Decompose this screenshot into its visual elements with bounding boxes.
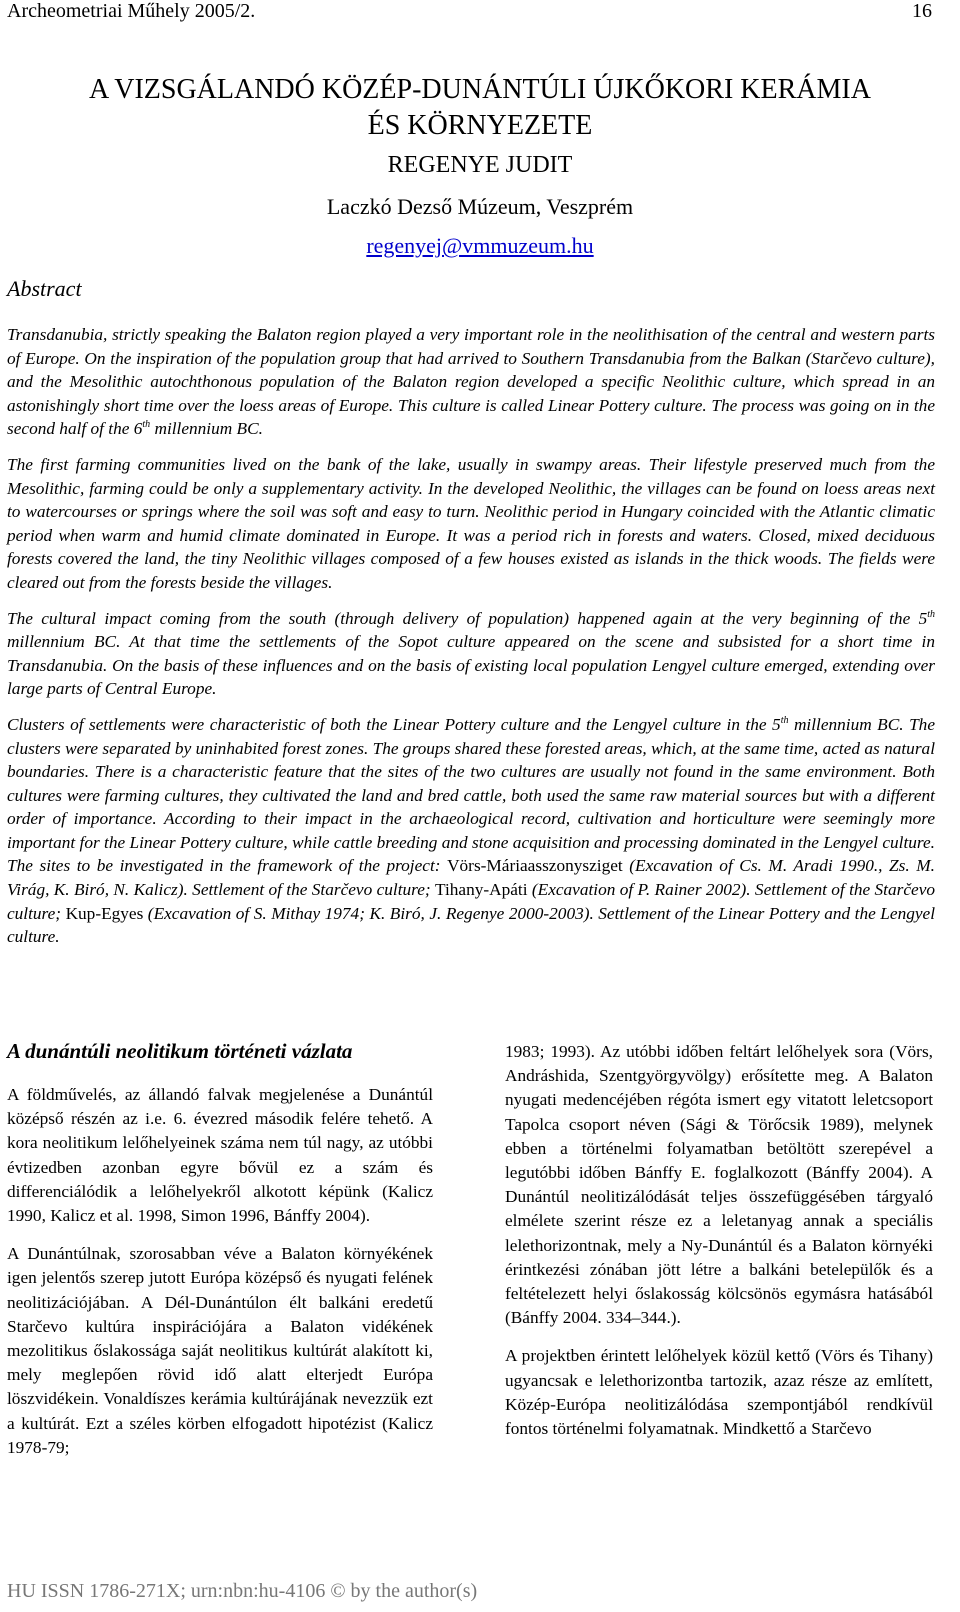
page-header: [7, 0, 935, 30]
body-paragraph: A Dunántúlnak, szorosabban véve a Balaton környékének igen jelentős szerep jutott Európa középső és nyugati felének neolitizációjában. A Dél-Dunántúlon élt balkáni eredetű Starčevo kultúra inspirációjára a Balaton vidékének mezolitikus őslakossága saját neolitikus kultúrát alakított ki, mely meglepően rövid idő alatt elterjedt Európa löszvidékein. Vonaldíszes kerámia kultúrájának nevezzük ezt a kultúrát. Ezt a széles körben elfogadott hipotézist (Kalicz 1978-79;: [7, 1244, 433, 1457]
title-line-2: ÉS KÖRNYEZETE: [367, 110, 593, 141]
abstract-paragraph: The first farming communities lived on the bank of the lake, usually in swampy areas. Their lifestyle preserved much from the Mesolithic, farming could be only a supplementary activity. In the developed Neolithic, the villages can be found on loess areas next to watercourses or springs where the soil was soft and easy to turn. Neolithic period in Hungary coincided with the Atlantic climatic period when warm and humid climate dominated in Europe. It was a period rich in forests and waters. Closed, mixed deciduous forests covered the land, the tiny Neolithic villages composed of a few houses existed as islands in the thick woods. The fields were cleared out from the forests beside the villages.: [7, 454, 935, 592]
site-name: Tihany-Apáti: [435, 880, 528, 900]
author-name: REGENYE JUDIT: [387, 152, 573, 178]
left-column: [7, 1083, 433, 1474]
page-number: 16: [912, 0, 932, 22]
body-paragraph: A földművelés, az állandó falvak megjelenése a Dunántúl középső részén az i.e. 6. évezred második felére tehető. A kora neolitikum lelőhelyeinek száma nem túl nagy, az utóbbi évtizedben azonban egyre bővül ez a szám és differenciálódik a lelőhelyekről alkotott képünk (Kalicz 1990, Kalicz et al. 1998, Simon 1996, Bánffy 2004).: [7, 1085, 433, 1226]
abstract-paragraph: The cultural impact coming from the south (through delivery of population) happened again at the very beginning of the 5th millennium BC. At that time the settlements of the Sopot culture appeared on the scene and subsisted for a short time in Transdanubia. On the basis of these influences and on the basis of existing local population Lengyel culture emerged, extending over large parts of Central Europe.: [7, 608, 935, 699]
journal-name: Archeometriai Műhely 2005/2.: [7, 0, 256, 22]
email-link[interactable]: regenyej@vmmuzeum.hu: [366, 233, 594, 258]
site-name: Kup-Egyes: [65, 903, 144, 923]
page-footer: HU ISSN 1786-271X; urn:nbn:hu-4106 © by the author(s): [7, 1580, 478, 1602]
abstract-body: [7, 323, 935, 961]
author-email: [0, 233, 960, 259]
section-heading: A dunántúli neolitikum történeti vázlata: [7, 1039, 353, 1063]
author-affiliation: Laczkó Dezső Múzeum, Veszprém: [326, 194, 634, 219]
abstract-heading: Abstract: [7, 276, 82, 301]
abstract-paragraph: Transdanubia, strictly speaking the Balaton region played a very important role in the neolithisation of the central and western parts of Europe. On the inspiration of the population group that had arrived to Southern Transdanubia from the Balkan (Starčevo culture), and the Mesolithic autochthonous population of the Balaton region developed a specific Neolithic culture, which spread in an astonishingly short time over the loess areas of Europe. This culture is called Linear Pottery culture. The process was going on in the second half of the 6th millennium BC.: [7, 325, 935, 439]
body-paragraph: A projektben érintett lelőhelyek közül kettő (Vörs és Tihany) ugyancsak e lelethorizontba tartozik, azaz része az említett, Közép-Európa neolitizálódása szempontjából rendkívül fontos történelmi folyamatnak. Mindkettő a Starčevo: [505, 1346, 933, 1439]
site-name: Vörs-Máriaasszonysziget: [447, 856, 623, 876]
abstract-paragraph: Clusters of settlements were characteristic of both the Linear Pottery culture and the Lengyel culture in the 5th millennium BC. The clusters were separated by uninhabited forest zones. The groups shared these forested areas, which, at the same time, acted as natural boundaries. There is a characteristic feature that the sites of the two cultures are usually not found in the same environment. Both cultures were farming cultures, they cultivated the land and bred cattle, both used the same raw material sources but with a different order of importance. According to their impact in the archaeological record, cultivation and horticulture were seemingly more important for the Linear Pottery culture, while cattle breeding and stone acquisition and processing dominated in the Lengyel culture. The sites to be investigated in the framework of the project: Vörs-Máriaasszonysziget (Excavation of Cs. M. Aradi 1990., Zs. M. Virág, K. Biró, N. Kalicz). Settlement of the Starčevo culture; Tihany-Apáti (Excavation of P. Rainer 2002). Settlement of the Starčevo culture; Kup-Egyes (Excavation of S. Mithay 1974; K. Biró, J. Regenye 2000-2003). Settlement of the Linear Pottery and the Lengyel culture.: [7, 714, 935, 947]
paper-title: [0, 72, 960, 144]
body-paragraph: 1983; 1993). Az utóbbi időben feltárt lelőhelyek sora (Vörs, Andráshida, Szentgyörgyvölgy) erősítette meg. A Balaton nyugati medencéjében régóta ismert egy vitatott leletcsoport Tapolca csoport néven (Sági & Törőcsik 1989), melynek ebben a történelmi folyamatban betöltött szerepével a legutóbbi időben Bánffy E. foglalkozott (Bánffy 2004). A Dunántúl neolitizálódását teljes összefüggésében tárgyaló elmélete szerint része ez a leletanyag annak a speciális lelethorizontnak, mely a Ny-Dunántúl és a Balaton környéki érintkezési zónában jött létre a balkáni betelepülők és a feltételezett helyi őslakosság kölcsönös egymásra hatásából (Bánffy 2004. 334–344.).: [505, 1042, 933, 1328]
right-column: [505, 1040, 933, 1455]
title-line-1: A VIZSGÁLANDÓ KÖZÉP-DUNÁNTÚLI ÚJKŐKORI KERÁMIA: [89, 74, 871, 105]
